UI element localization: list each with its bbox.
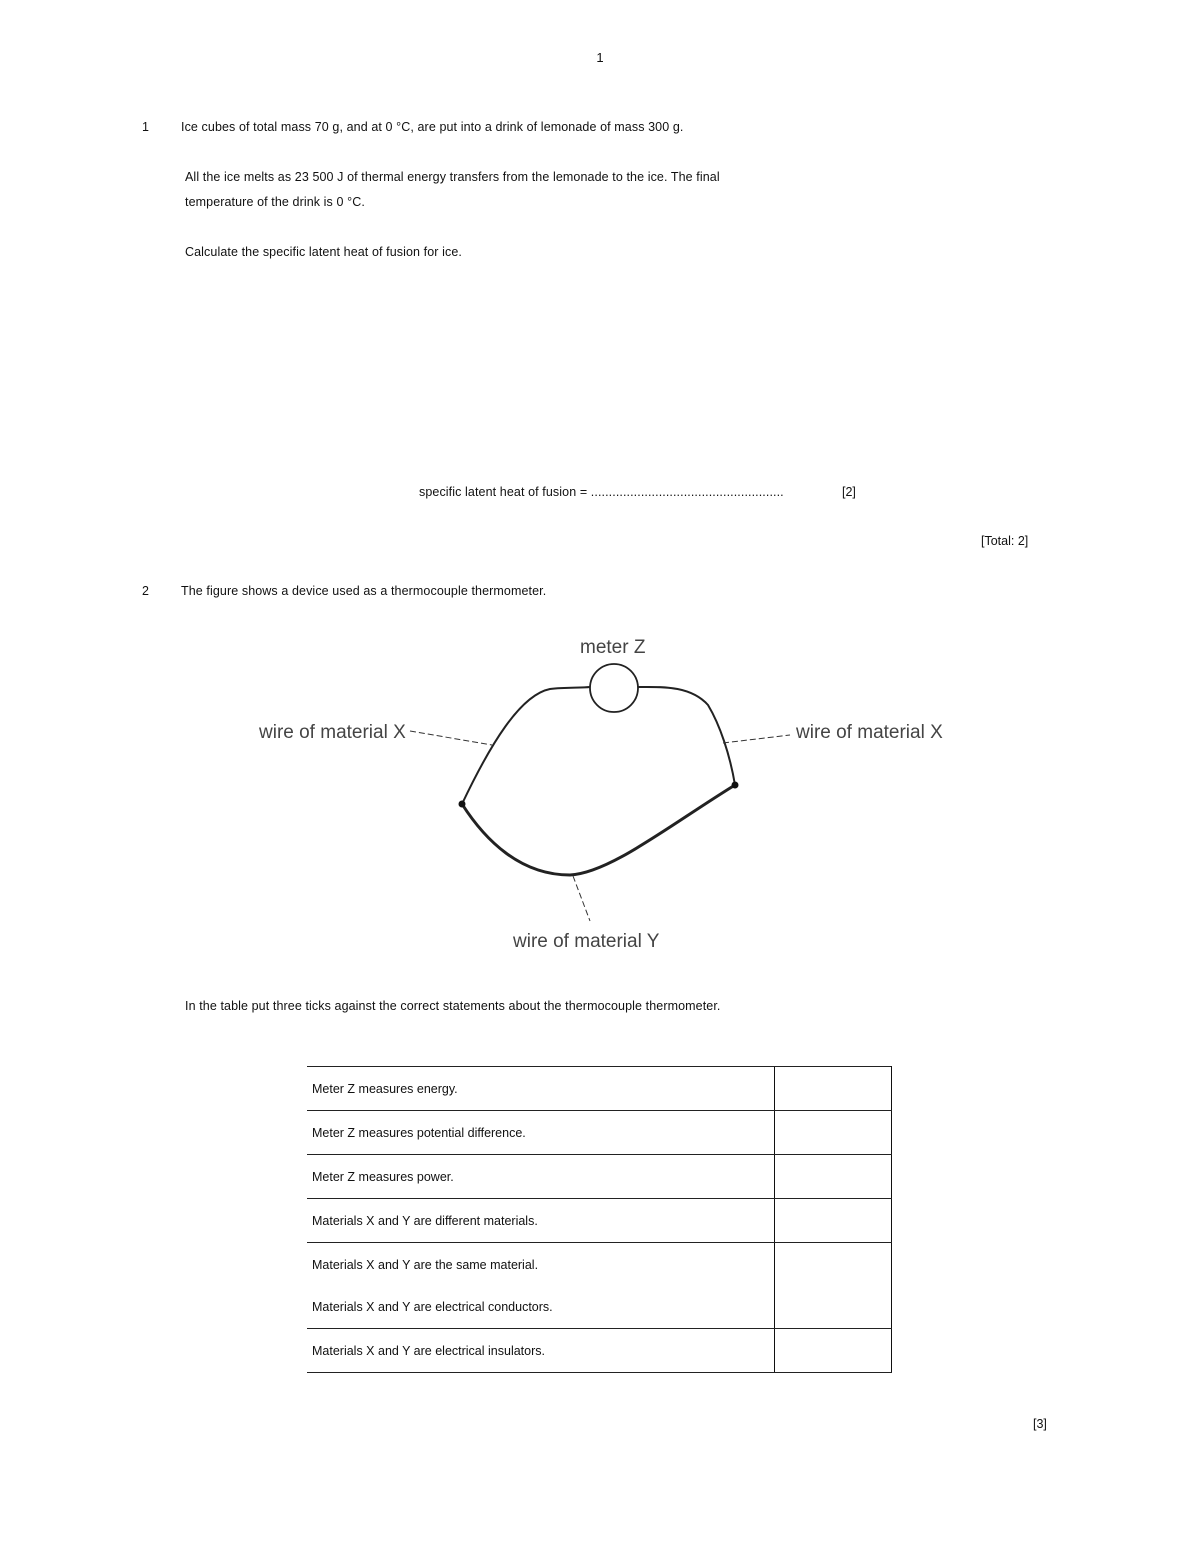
statement-cell: Meter Z measures power.	[307, 1155, 775, 1199]
thermocouple-diagram	[240, 625, 960, 965]
question-1-marks: [2]	[842, 485, 856, 499]
question-1-context-line-2: temperature of the drink is 0 °C.	[185, 195, 365, 209]
question-2-intro: The figure shows a device used as a thermocouple thermometer.	[181, 584, 547, 598]
table-row	[307, 1111, 892, 1155]
question-1-number: 1	[142, 120, 149, 134]
bottom-wire-label: wire of material Y	[513, 931, 660, 952]
wire-y	[462, 785, 735, 875]
right-wire-label: wire of material X	[796, 722, 943, 743]
meter-z-label: meter Z	[580, 637, 646, 658]
leader-left	[410, 731, 492, 745]
statement-cell-double	[307, 1243, 775, 1329]
tick-box[interactable]	[775, 1067, 892, 1111]
question-1-text: Ice cubes of total mass 70 g, and at 0 °C, are put into a drink of lemonade of mass 300 g.	[181, 120, 684, 134]
junction-right	[732, 782, 739, 789]
question-1-instruction: Calculate the specific latent heat of fusion for ice.	[185, 245, 462, 259]
question-2-instruction: In the table put three ticks against the correct statements about the thermocouple thermometer.	[185, 999, 721, 1013]
meter-z-circle	[590, 664, 638, 712]
leader-bottom	[573, 876, 590, 921]
tick-box[interactable]	[775, 1243, 892, 1329]
table-row	[307, 1067, 892, 1111]
statement-cell: Materials X and Y are electrical insulators.	[307, 1329, 775, 1373]
question-2-marks: [3]	[1033, 1417, 1047, 1431]
statement-text: Materials X and Y are electrical conductors.	[312, 1299, 553, 1314]
question-1-context-line-1: All the ice melts as 23 500 J of thermal energy transfers from the lemonade to the ice. The final	[185, 170, 720, 184]
statement-cell: Meter Z measures potential difference.	[307, 1111, 775, 1155]
statement-cell: Materials X and Y are different materials.	[307, 1199, 775, 1243]
answer-line-latent-heat[interactable]: specific latent heat of fusion = ......................................................	[419, 485, 784, 499]
statement-text: Materials X and Y are the same material.	[312, 1257, 539, 1272]
statement-cell: Meter Z measures energy.	[307, 1067, 775, 1111]
wire-x-left	[462, 687, 590, 804]
tick-box[interactable]	[775, 1155, 892, 1199]
page-number: 1	[596, 50, 604, 65]
junction-left	[459, 801, 466, 808]
tick-box[interactable]	[775, 1329, 892, 1373]
left-wire-label: wire of material X	[259, 722, 406, 743]
table-row	[307, 1243, 892, 1329]
table-row	[307, 1199, 892, 1243]
leader-right	[723, 735, 790, 743]
tick-box[interactable]	[775, 1199, 892, 1243]
wire-x-right	[638, 687, 735, 785]
statements-table	[307, 1066, 892, 1373]
table-row	[307, 1155, 892, 1199]
tick-box[interactable]	[775, 1111, 892, 1155]
question-1-total: [Total: 2]	[981, 534, 1029, 548]
question-2-number: 2	[142, 584, 149, 598]
table-row	[307, 1329, 892, 1373]
